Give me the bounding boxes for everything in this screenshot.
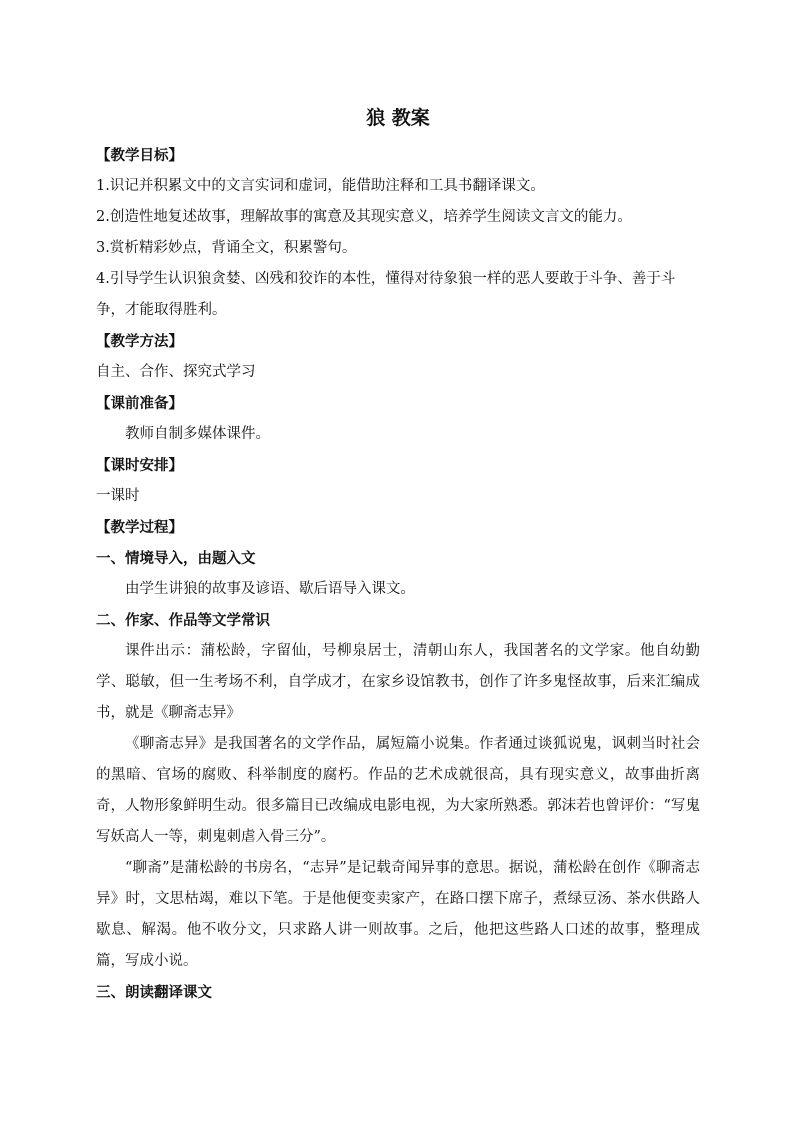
method-text: 自主、合作、探究式学习 <box>96 364 256 380</box>
document-title: 狼 教案 <box>366 107 430 129</box>
prep-heading: 【课前准备】 <box>96 395 183 412</box>
goals-heading: 【教学目标】 <box>96 147 183 164</box>
step2-heading: 二、作家、作品等文学常识 <box>96 612 270 629</box>
document-page <box>96 100 700 1008</box>
goal-item: 1.识记并积累文中的文言实词和虚词，能借助注释和工具书翻译课文。 <box>96 178 545 194</box>
step2-paragraph: 《聊斋志异》是我国著名的文学作品，属短篇小说集。作者通过谈狐说鬼，讽刺当时社会的黑暗、官场的腐败、科举制度的腐朽。作品的艺术成就很高，具有现实意义，故事曲折离奇，人物形象鲜明生动。很多篇目已改编成电影电视，为大家所熟悉。郭沫若也曾评价：“写鬼写妖高人一等，刺鬼刺虐入骨三分”。 <box>96 736 700 845</box>
prep-text: 教师自制多媒体课件。 <box>125 426 270 442</box>
method-heading: 【教学方法】 <box>96 333 183 350</box>
process-heading: 【教学过程】 <box>96 519 183 536</box>
step1-heading: 一、情境导入，由题入文 <box>96 550 256 567</box>
step2-paragraph: 课件出示：蒲松龄，字留仙，号柳泉居士，清朝山东人，我国著名的文学家。他自幼勤学、聪敏，但一生考场不利，自学成才，在家乡设馆教书，创作了许多鬼怪故事，后来汇编成书，就是《聊斋志异》 <box>96 643 700 721</box>
goal-item: 4.引导学生认识狼贪婪、凶残和狡诈的本性，懂得对待象狼一样的恶人要敢于斗争、善于斗争，才能取得胜利。 <box>96 271 676 318</box>
goal-item: 3.赏析精彩妙点，背诵全文，积累警句。 <box>96 240 357 256</box>
hours-text: 一课时 <box>96 488 140 504</box>
goal-item: 2.创造性地复述故事，理解故事的寓意及其现实意义，培养学生阅读文言文的能力。 <box>96 209 632 225</box>
step1-text: 由学生讲狼的故事及谚语、歇后语导入课文。 <box>125 581 415 597</box>
hours-heading: 【课时安排】 <box>96 457 183 474</box>
step3-heading: 三、朗读翻译课文 <box>96 984 212 1001</box>
step2-paragraph: “聊斋”是蒲松龄的书房名，“志异”是记载奇闻异事的意思。据说，蒲松龄在创作《聊斋志异》时，文思枯竭，难以下笔。于是他便变卖家产，在路口摆下席子，煮绿豆汤、茶水供路人歇息、解渴。他不收分文，只求路人讲一则故事。之后，他把这些路人口述的故事，整理成篇，写成小说。 <box>96 860 700 969</box>
